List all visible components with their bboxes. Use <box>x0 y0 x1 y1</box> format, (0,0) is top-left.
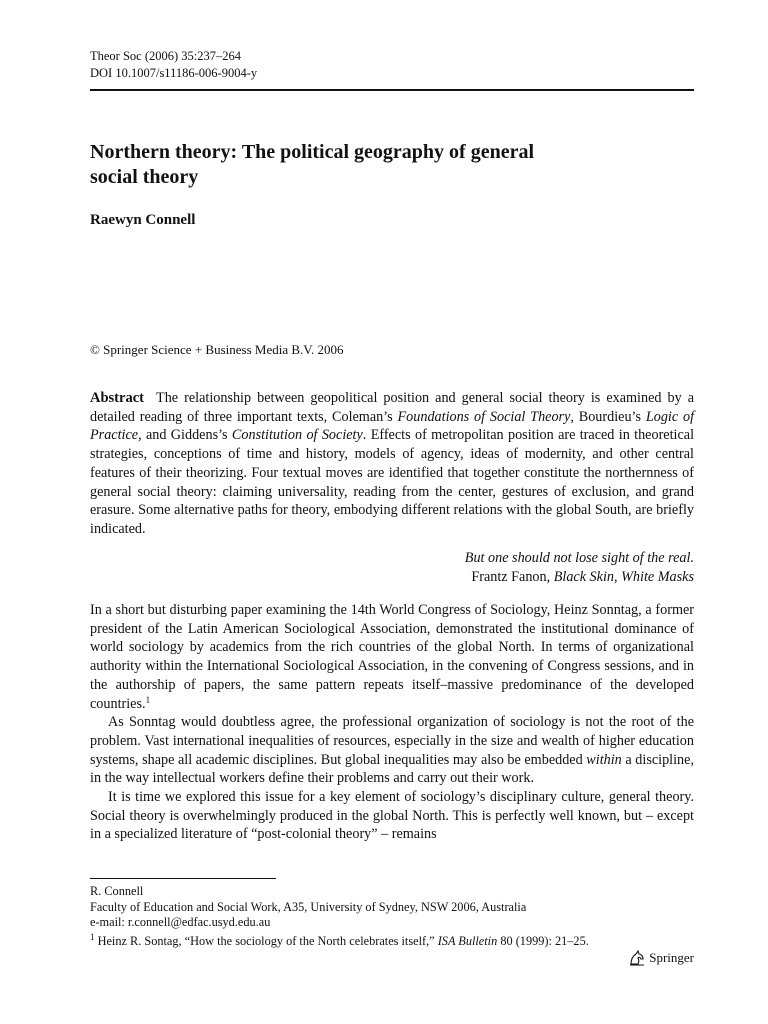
footnote-rule <box>90 878 276 879</box>
abstract-text: , and Giddens’s <box>138 427 232 444</box>
author-email[interactable]: e-mail: r.connell@edfac.usyd.edu.au <box>90 915 271 929</box>
header-rule <box>90 89 694 91</box>
abstract-book-title: Constitution of Society <box>231 427 363 444</box>
springer-horse-icon <box>628 950 646 966</box>
copyright-notice: © Springer Science + Business Media B.V. 2006 <box>90 342 344 357</box>
abstract-text: , Bourdieu’s <box>570 408 646 425</box>
abstract-book-title: Logic of Practice <box>90 408 695 444</box>
abstract-text: . Effects of metropolitan position are traced in theoretical strategies, conceptions of time and history, models of agency, ideas of modernity, and other central features of their theorizing. Four textual moves are identified that together constitute the northernness of general social theory: claiming universality, reading from the center, gestures of exclusion, and grand erasure. Some alternative paths for theory, embodying different relations with the global South, are briefly indicated. <box>90 427 695 537</box>
publisher-logo <box>628 950 694 966</box>
footnote-text: Heinz R. Sontag, “How the sociology of the North celebrates itself,” <box>97 933 438 948</box>
article-title <box>90 140 694 190</box>
abstract <box>90 389 694 539</box>
epigraph-quote: But one should not lose sight of the real. <box>464 550 694 566</box>
author-name: Raewyn Connell <box>90 212 196 228</box>
body-text <box>90 601 694 844</box>
body-paragraph-1 <box>90 601 694 713</box>
footnotes <box>90 884 694 949</box>
journal-citation: Theor Soc (2006) 35:237–264 <box>90 49 242 63</box>
title-line-2: social theory <box>90 166 199 188</box>
journal-header <box>90 48 257 82</box>
author-affiliation: Faculty of Education and Social Work, A35, University of Sydney, NSW 2006, Australia <box>90 899 527 914</box>
paragraph-text: It is time we explored this issue for a key element of sociology’s disciplinary culture, general theory. Social theory is overwhelmingly produced in the global North. This is perfectly well known, but – except in a specialized literature of “post-colonial theory” – remains <box>90 789 694 843</box>
doi: DOI 10.1007/s11186-006-9004-y <box>90 66 258 80</box>
epigraph-attribution <box>300 568 694 587</box>
body-paragraph-2 <box>90 713 694 788</box>
emphasis: within <box>586 751 622 768</box>
footnote-text: 80 (1999): 21–25. <box>497 933 589 948</box>
epigraph-author: Frantz Fanon, <box>471 568 554 585</box>
abstract-book-title: Foundations of Social Theory <box>397 408 571 425</box>
epigraph-separator: , <box>614 568 622 585</box>
footnote-ref-1[interactable]: 1 <box>145 694 151 705</box>
abstract-text: The relationship between geopolitical position and general social theory is examined by a detailed reading of three important texts, Coleman’s <box>90 390 695 425</box>
author-contact-name: R. Connell <box>90 884 144 898</box>
publisher-name: Springer <box>649 950 694 965</box>
paragraph-text: a discipline, in the way intellectual workers define their problems and carry out their work. <box>90 751 694 787</box>
body-paragraph-3 <box>90 788 694 844</box>
paragraph-text: In a short but disturbing paper examining the 14th World Congress of Sociology, Heinz Sonntag, a former president of the Latin American Sociological Association, demonstrated the institutional dominance of world sociology by academics from the rich countries of the global North. In terms of organizational authority within the International Sociological Association, in the convening of Congress sessions, and in the authorship of papers, the same pattern repeats itself–massive predominance of the developed countries. <box>90 602 694 712</box>
footnote-1 <box>90 931 694 950</box>
epigraph <box>300 549 694 586</box>
footnote-journal: ISA Bulletin <box>437 933 498 948</box>
epigraph-work: Black Skin <box>553 568 614 585</box>
epigraph-work: White Masks <box>621 568 694 585</box>
paragraph-text: As Sonntag would doubtless agree, the professional organization of sociology is not the root of the problem. Vast international inequalities of resources, especially in the size and wealth of higher education systems, shape all academic disciplines. But global inequalities may also be embedded <box>90 714 694 768</box>
footnote-number: 1 <box>90 931 95 942</box>
title-line-1: Northern theory: The political geography of general <box>90 141 535 163</box>
abstract-label: Abstract <box>90 390 144 406</box>
